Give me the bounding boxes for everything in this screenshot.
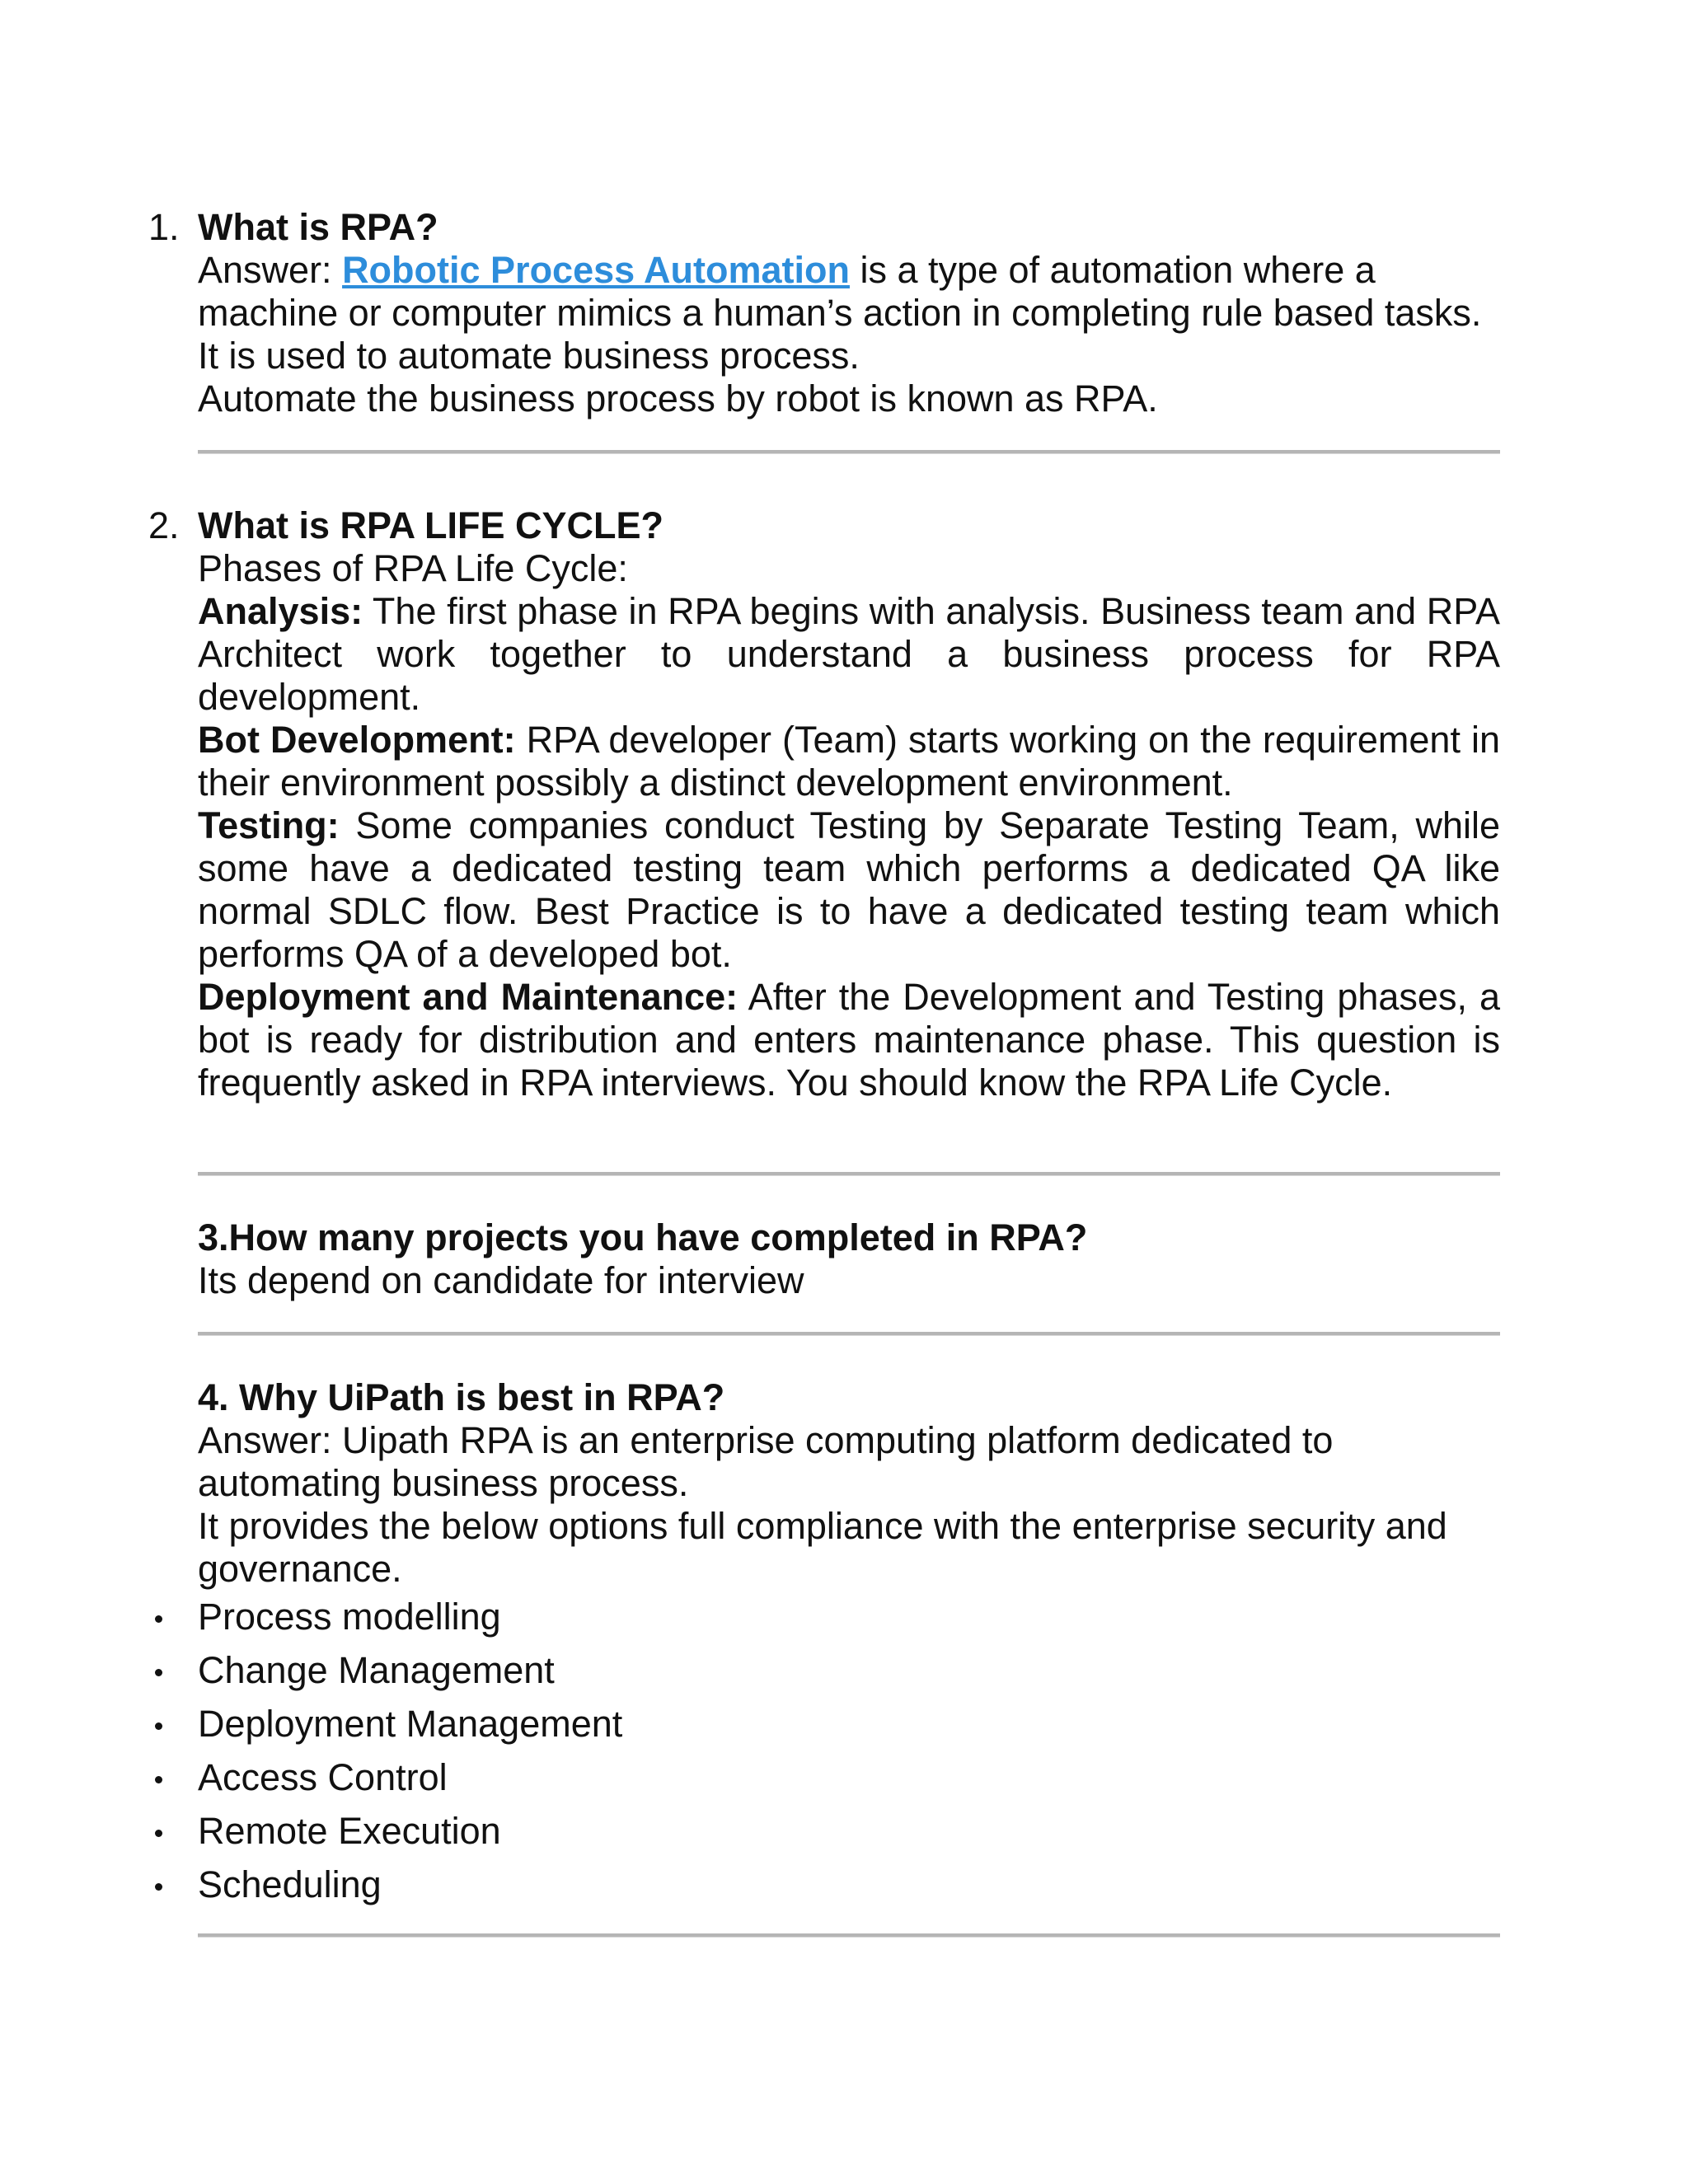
list-item [148, 1596, 622, 1649]
rpa-link[interactable]: Robotic Process Automation [342, 249, 850, 291]
list-item-text: Process modelling [198, 1596, 501, 1638]
phase-testing [198, 804, 1500, 976]
phase-label: Deployment and Maintenance: [198, 976, 738, 1018]
divider [198, 450, 1500, 454]
question-3 [198, 1216, 1500, 1302]
bullet-icon [155, 1669, 162, 1676]
bullet-icon [155, 1830, 162, 1837]
phase-label: Testing: [198, 804, 340, 846]
question-2-intro: Phases of RPA Life Cycle: [198, 547, 628, 589]
phase-analysis [198, 590, 1500, 719]
question-1-line: Automate the business process by robot is known as RPA. [198, 377, 1158, 419]
bullet-icon [155, 1883, 162, 1891]
answer-rest: is a type of automation where a [849, 249, 1376, 291]
divider [198, 1332, 1500, 1336]
question-1-answer-line [198, 249, 1500, 292]
list-item-text: Remote Execution [198, 1810, 501, 1852]
question-4-line: Answer: Uipath RPA is an enterprise computing platform dedicated to [198, 1419, 1334, 1461]
divider [198, 1933, 1500, 1938]
list-item [148, 1863, 622, 1917]
list-item [148, 1649, 622, 1703]
divider [198, 1172, 1500, 1176]
list-item [148, 1703, 622, 1756]
bullet-icon [155, 1776, 162, 1783]
list-item-text: Change Management [198, 1649, 555, 1691]
list-item [148, 1756, 622, 1810]
phase-text: After the Development and Testing phases, a bot is ready for distribution and enters maintenance phase. This question is frequently asked in RPA interviews. You should know the RPA Life Cycle. [198, 976, 1500, 1104]
phase-bot-development [198, 719, 1500, 804]
question-4-line: governance. [198, 1548, 402, 1590]
question-4 [198, 1376, 1500, 1591]
question-1-number: 1. [148, 206, 180, 248]
question-4-line: It provides the below options full compliance with the enterprise security and [198, 1505, 1447, 1547]
list-item-text: Deployment Management [198, 1703, 623, 1745]
phase-label: Bot Development: [198, 719, 516, 761]
phase-text: RPA developer (Team) starts working on the requirement in their environment possibly a distinct development environment. [198, 719, 1500, 804]
bullet-icon [155, 1722, 162, 1730]
question-1-line: It is used to automate business process. [198, 335, 860, 377]
question-3-answer: Its depend on candidate for interview [198, 1259, 804, 1301]
list-item-text: Scheduling [198, 1863, 382, 1905]
phase-label: Analysis: [198, 590, 363, 632]
question-2 [148, 504, 1500, 1104]
question-4-title: 4. Why UiPath is best in RPA? [198, 1376, 725, 1418]
question-3-title: 3.How many projects you have completed in RPA? [198, 1216, 1088, 1258]
question-1-line: machine or computer mimics a human’s action in completing rule based tasks. [198, 292, 1482, 334]
question-1 [148, 206, 1500, 420]
question-4-line: automating business process. [198, 1462, 689, 1504]
answer-prefix: Answer: [198, 249, 343, 291]
phase-text: The first phase in RPA begins with analysis. Business team and RPA Architect work together to understand a business process for RPA development. [198, 590, 1500, 718]
phase-text: Some companies conduct Testing by Separate Testing Team, while some have a dedicated testing team which performs a dedicated QA like normal SDLC flow. Best Practice is to have a dedicated testing team which performs QA of a developed bot. [198, 804, 1500, 975]
uipath-options-list [148, 1596, 622, 1917]
phase-deployment [198, 976, 1500, 1104]
bullet-icon [155, 1615, 162, 1623]
question-2-title: What is RPA LIFE CYCLE? [198, 504, 664, 546]
list-item [148, 1810, 622, 1863]
list-item-text: Access Control [198, 1756, 448, 1798]
question-1-title: What is RPA? [198, 206, 438, 248]
question-2-number: 2. [148, 504, 180, 546]
